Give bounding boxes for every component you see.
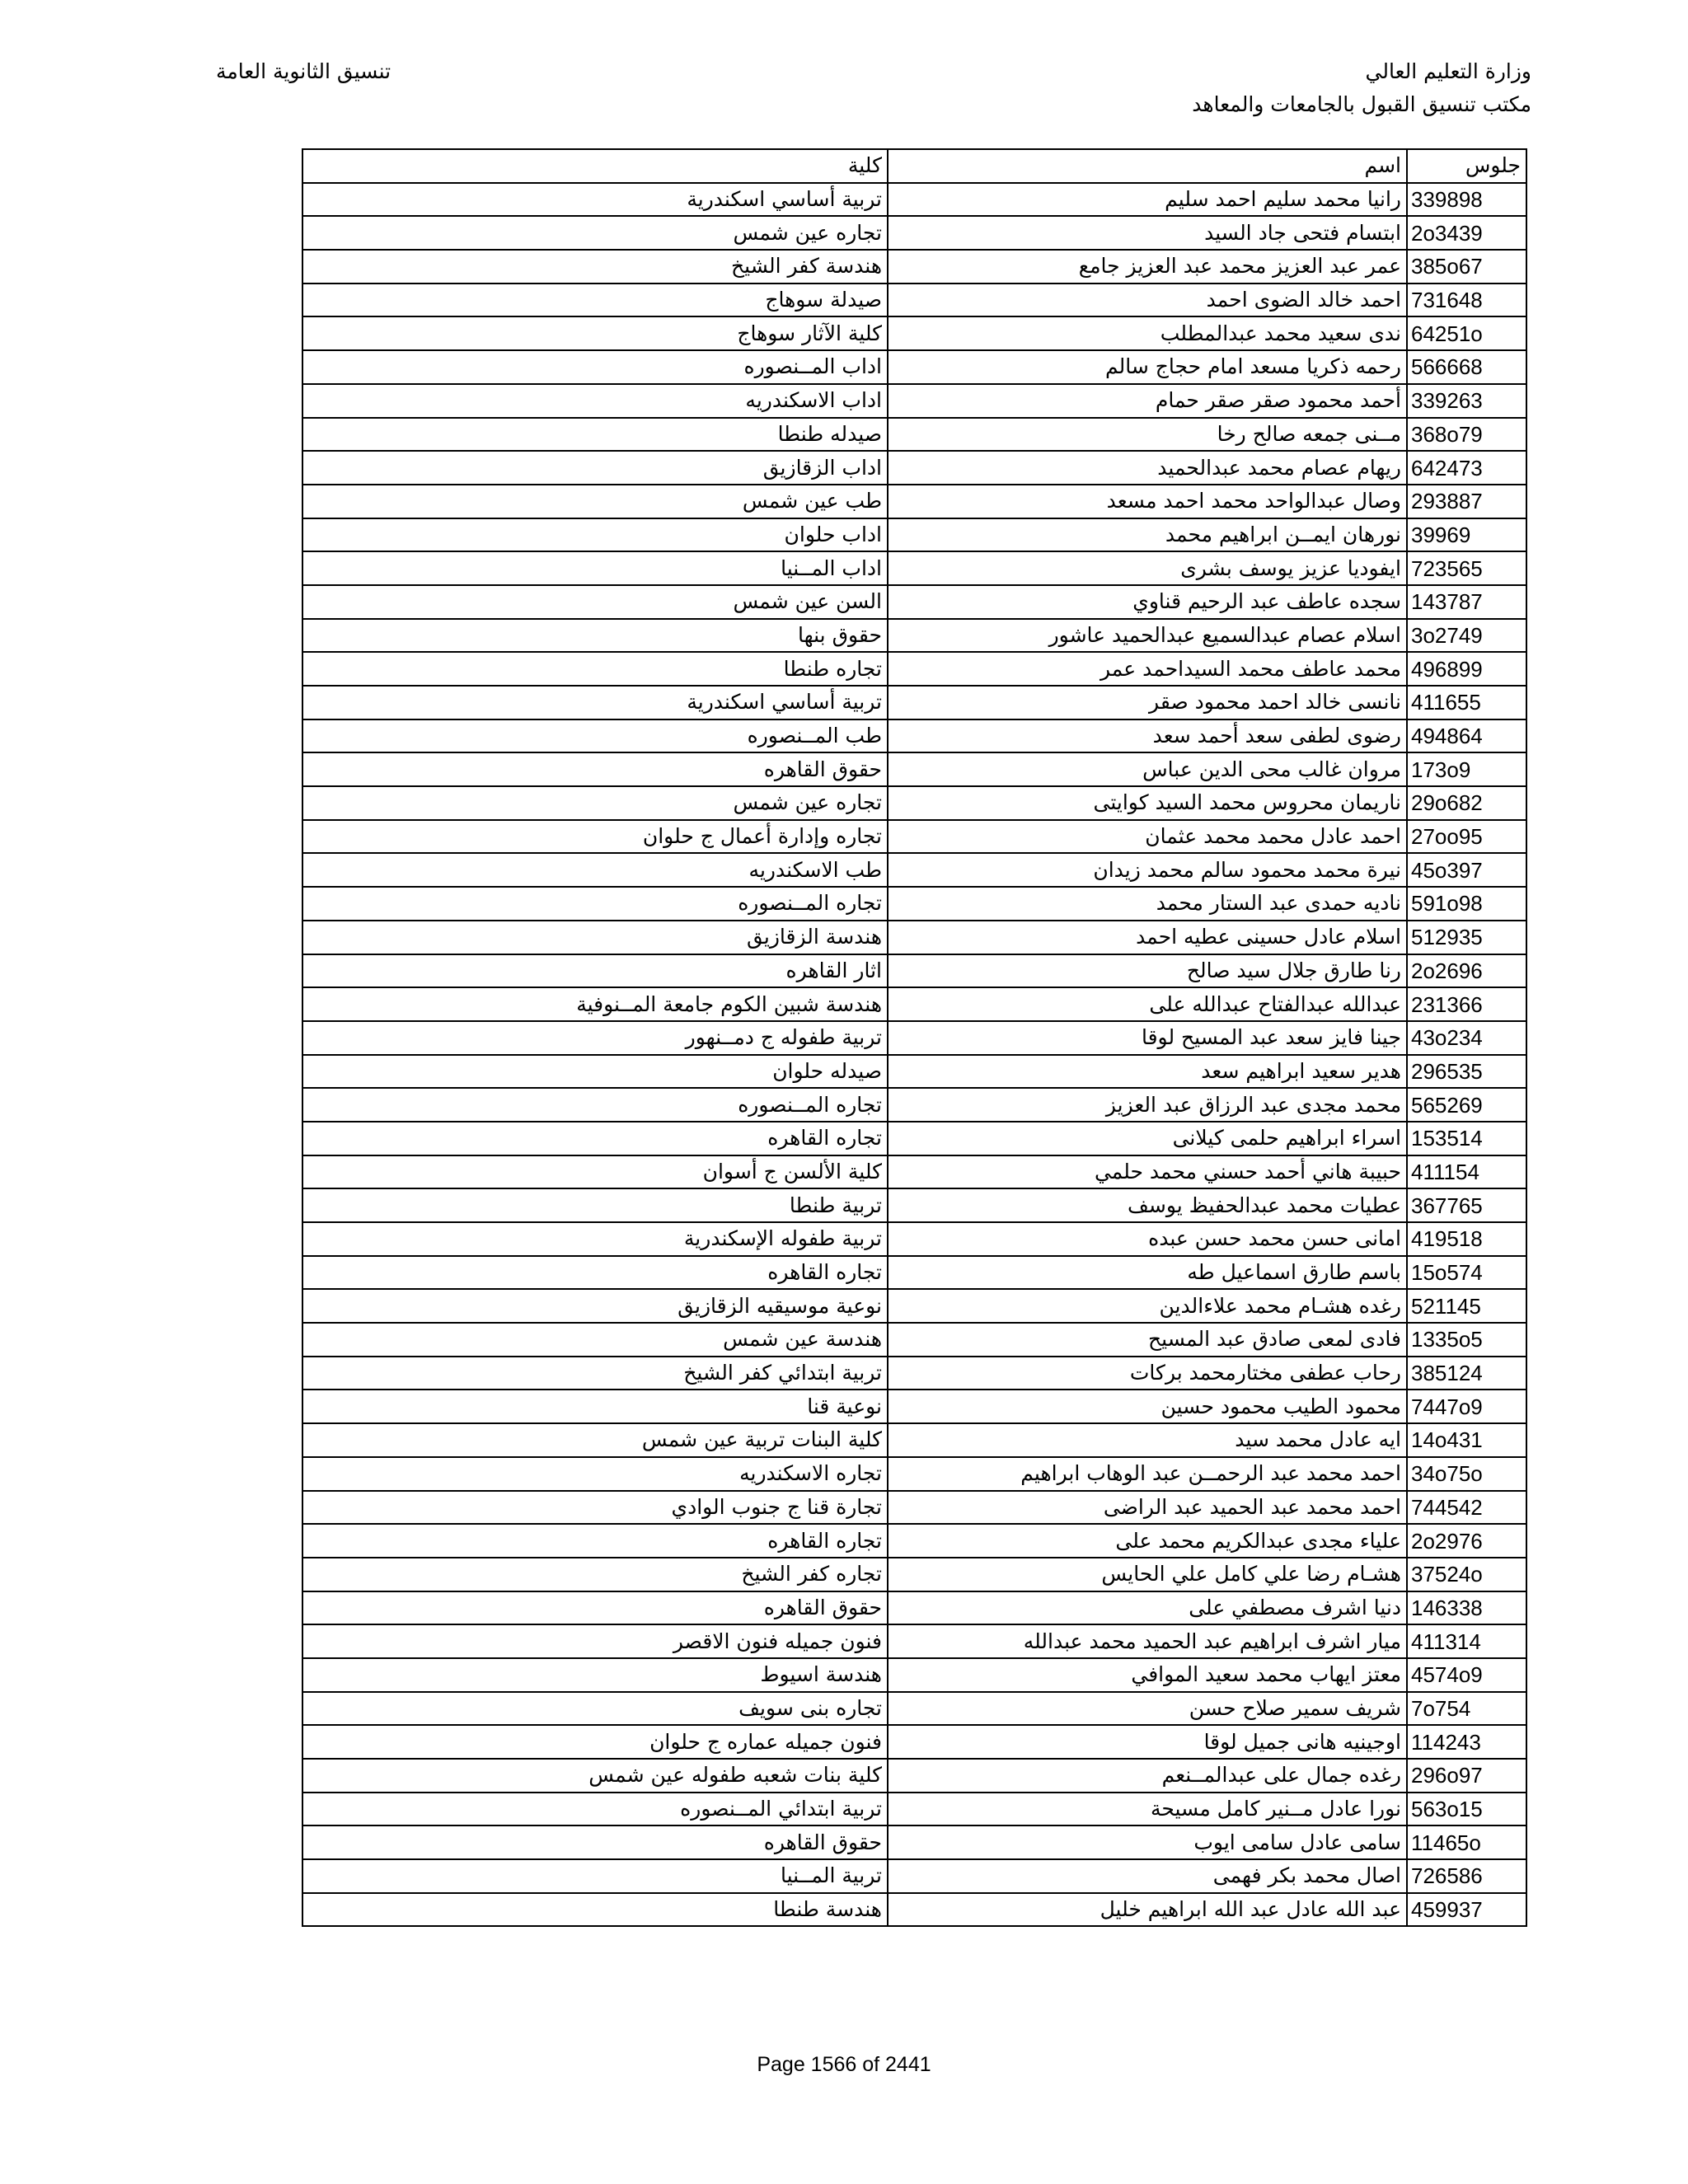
seat-cell: 411655 (1407, 686, 1526, 719)
table-row (302, 1658, 1526, 1692)
name-cell: حبيبة هاني أحمد حسني محمد حلمي (888, 1155, 1407, 1189)
seat-cell: 563o15 (1407, 1793, 1526, 1826)
table-row (302, 853, 1526, 887)
name-cell: عبد الله عادل عبد الله ابراهيم خليل (888, 1893, 1407, 1927)
faculty-cell: تجاره وإدارة أعمال ج حلوان (302, 820, 888, 854)
faculty-cell: صيدله حلوان (302, 1055, 888, 1089)
name-cell: سامى عادل سامى ايوب (888, 1825, 1407, 1859)
seat-cell: 1335o5 (1407, 1323, 1526, 1357)
table-row (302, 686, 1526, 719)
name-cell: نيرة محمد محمود سالم محمد زيدان (888, 853, 1407, 887)
seat-cell: 27oo95 (1407, 820, 1526, 854)
faculty-cell: كلية الآثار سوهاج (302, 316, 888, 350)
table-row (302, 1759, 1526, 1793)
office-title: مكتب تنسيق القبول بالجامعات والمعاهد (1192, 92, 1531, 116)
faculty-cell: تجاره طنطا (302, 652, 888, 686)
name-cell: ابتسام فتحى جاد السيد (888, 216, 1407, 250)
table-row (302, 585, 1526, 619)
name-cell: باسم طارق اسماعيل طه (888, 1256, 1407, 1290)
seat-cell: 744542 (1407, 1491, 1526, 1525)
faculty-cell: تجاره القاهره (302, 1256, 888, 1290)
seat-cell: 2o3439 (1407, 216, 1526, 250)
table-row (302, 1558, 1526, 1591)
faculty-cell: تجاره القاهره (302, 1524, 888, 1558)
seat-cell: 39969 (1407, 518, 1526, 552)
seat-column-header: جلوس (1407, 149, 1526, 183)
table-row (302, 1859, 1526, 1893)
table-row (302, 1222, 1526, 1256)
seat-cell: 14o431 (1407, 1423, 1526, 1457)
name-cell: رغده جمال على عبدالمــنعم (888, 1759, 1407, 1793)
table-row (302, 1725, 1526, 1759)
name-cell: رنا طارق جلال سيد صالح (888, 954, 1407, 988)
seat-cell: 496899 (1407, 652, 1526, 686)
table-row (302, 1624, 1526, 1658)
faculty-column-header: كلية (302, 149, 888, 183)
faculty-cell: تجاره القاهره (302, 1122, 888, 1155)
faculty-cell: تجارة قنا ج جنوب الوادي (302, 1491, 888, 1525)
seat-cell: 339898 (1407, 183, 1526, 217)
table-row (302, 1893, 1526, 1927)
table-row (302, 1491, 1526, 1525)
table-row (302, 216, 1526, 250)
faculty-cell: نوعية قنا (302, 1390, 888, 1423)
faculty-cell: تجاره عين شمس (302, 216, 888, 250)
ministry-title: وزارة التعليم العالي (1365, 59, 1531, 83)
name-cell: احمد محمد عبد الحميد عبد الراضى (888, 1491, 1407, 1525)
faculty-cell: طب عين شمس (302, 485, 888, 518)
name-cell: معتز ايهاب محمد سعيد الموافي (888, 1658, 1407, 1692)
faculty-cell: تجاره بنى سويف (302, 1692, 888, 1726)
name-cell: اسلام عصام عبدالسميع عبدالحميد عاشور (888, 619, 1407, 653)
faculty-cell: كلية بنات شعبه طفوله عين شمس (302, 1759, 888, 1793)
table-row (302, 1793, 1526, 1826)
faculty-cell: طب الاسكندريه (302, 853, 888, 887)
faculty-cell: تجاره الاسكندريه (302, 1457, 888, 1491)
name-cell: ندى سعيد محمد عبدالمطلب (888, 316, 1407, 350)
name-cell: هشـام رضا علي كامل علي الحايس (888, 1558, 1407, 1591)
name-cell: احمد محمد عبد الرحمــن عبد الوهاب ابراهيم (888, 1457, 1407, 1491)
table-row (302, 1088, 1526, 1122)
table-row (302, 652, 1526, 686)
seat-cell: 45o397 (1407, 853, 1526, 887)
seat-cell: 726586 (1407, 1859, 1526, 1893)
seat-cell: 293887 (1407, 485, 1526, 518)
seat-cell: 512935 (1407, 921, 1526, 954)
name-cell: أحمد محمود صقر صقر حمام (888, 384, 1407, 418)
table-row (302, 384, 1526, 418)
table-row (302, 1390, 1526, 1423)
name-cell: رحاب عطفى مختارمحمد بركات (888, 1357, 1407, 1390)
faculty-cell: اداب المــنصوره (302, 350, 888, 384)
table-row (302, 921, 1526, 954)
seat-cell: 64251o (1407, 316, 1526, 350)
seat-cell: 34o75o (1407, 1457, 1526, 1491)
name-cell: عبدالله عبدالفتاح عبدالله على (888, 987, 1407, 1021)
name-cell: اوجينيه هانى جميل لوقا (888, 1725, 1407, 1759)
table-row (302, 752, 1526, 786)
page-number: Page 1566 of 2441 (757, 2053, 931, 2076)
faculty-cell: حقوق القاهره (302, 1825, 888, 1859)
seat-cell: 114243 (1407, 1725, 1526, 1759)
name-cell: علياء مجدى عبدالكريم محمد على (888, 1524, 1407, 1558)
name-cell: شريف سمير صلاح حسن (888, 1692, 1407, 1726)
name-cell: عطيات محمد عبدالحفيظ يوسف (888, 1188, 1407, 1222)
seat-cell: 494864 (1407, 719, 1526, 753)
faculty-cell: حقوق بنها (302, 619, 888, 653)
name-cell: نانسى خالد احمد محمود صقر (888, 686, 1407, 719)
faculty-cell: تربية أساسي اسكندرية (302, 183, 888, 217)
seat-cell: 368o79 (1407, 418, 1526, 452)
faculty-cell: هندسة الزقازيق (302, 921, 888, 954)
faculty-cell: هندسة طنطا (302, 1893, 888, 1927)
name-cell: اسراء ابراهيم حلمى كيلانى (888, 1122, 1407, 1155)
name-column-header: اسم (888, 149, 1407, 183)
table-row (302, 1825, 1526, 1859)
faculty-cell: تربية طفوله الإسكندرية (302, 1222, 888, 1256)
name-cell: ريهام عصام محمد عبدالحميد (888, 451, 1407, 485)
name-cell: اصال محمد بكر فهمى (888, 1859, 1407, 1893)
table-row (302, 1188, 1526, 1222)
table-row (302, 518, 1526, 552)
seat-cell: 15o574 (1407, 1256, 1526, 1290)
faculty-cell: تربية طفوله ج دمــنهور (302, 1021, 888, 1055)
table-row (302, 1122, 1526, 1155)
seat-cell: 565269 (1407, 1088, 1526, 1122)
faculty-cell: تجاره عين شمس (302, 786, 888, 820)
seat-cell: 7447o9 (1407, 1390, 1526, 1423)
table-row (302, 451, 1526, 485)
faculty-cell: اداب حلوان (302, 518, 888, 552)
name-cell: فادى لمعى صادق عبد المسيح (888, 1323, 1407, 1357)
seat-cell: 296535 (1407, 1055, 1526, 1089)
faculty-cell: صيدله طنطا (302, 418, 888, 452)
name-cell: دنيا اشرف مصطفي على (888, 1591, 1407, 1625)
name-cell: نورهان ايمــن ابراهيم محمد (888, 518, 1407, 552)
name-cell: سجده عاطف عبد الرحيم قناوي (888, 585, 1407, 619)
table-row (302, 619, 1526, 653)
seat-cell: 173o9 (1407, 752, 1526, 786)
table-row (302, 1256, 1526, 1290)
faculty-cell: حقوق القاهره (302, 752, 888, 786)
seat-cell: 3o2749 (1407, 619, 1526, 653)
table-row (302, 1457, 1526, 1491)
faculty-cell: اداب الزقازيق (302, 451, 888, 485)
name-cell: جينا فايز سعد عبد المسيح لوقا (888, 1021, 1407, 1055)
name-cell: عمر عبد العزيز محمد عبد العزيز جامع (888, 250, 1407, 284)
seat-cell: 566668 (1407, 350, 1526, 384)
faculty-cell: هندسة اسيوط (302, 1658, 888, 1692)
faculty-cell: نوعية موسيقيه الزقازيق (302, 1289, 888, 1323)
faculty-cell: تربية ابتدائي المــنصوره (302, 1793, 888, 1826)
table-row (302, 820, 1526, 854)
faculty-cell: اداب المــنيا (302, 551, 888, 585)
seat-cell: 385o67 (1407, 250, 1526, 284)
faculty-cell: كلية الألسن ج أسوان (302, 1155, 888, 1189)
name-cell: محمد مجدى عبد الرزاق عبد العزيز (888, 1088, 1407, 1122)
faculty-cell: هندسة شبين الكوم جامعة المــنوفية (302, 987, 888, 1021)
name-cell: رغده هشـام محمد علاءالدين (888, 1289, 1407, 1323)
name-cell: ايفوديا عزيز يوسف بشرى (888, 551, 1407, 585)
seat-cell: 459937 (1407, 1893, 1526, 1927)
faculty-cell: فنون جميله فنون الاقصر (302, 1624, 888, 1658)
faculty-cell: تجاره المــنصوره (302, 887, 888, 921)
name-cell: اسلام عادل حسينى عطيه احمد (888, 921, 1407, 954)
table-row (302, 1289, 1526, 1323)
name-cell: مروان غالب محى الدين عباس (888, 752, 1407, 786)
seat-cell: 723565 (1407, 551, 1526, 585)
seat-cell: 37524o (1407, 1558, 1526, 1591)
seat-cell: 339263 (1407, 384, 1526, 418)
name-cell: ايه عادل محمد سيد (888, 1423, 1407, 1457)
seat-cell: 2o2696 (1407, 954, 1526, 988)
faculty-cell: السن عين شمس (302, 585, 888, 619)
table-row (302, 1323, 1526, 1357)
table-row (302, 418, 1526, 452)
name-cell: ميار اشرف ابراهيم عبد الحميد محمد عبدالله (888, 1624, 1407, 1658)
faculty-cell: هندسة كفر الشيخ (302, 250, 888, 284)
faculty-cell: هندسة عين شمس (302, 1323, 888, 1357)
seat-cell: 2o2976 (1407, 1524, 1526, 1558)
table-row (302, 284, 1526, 317)
seat-cell: 296o97 (1407, 1759, 1526, 1793)
faculty-cell: تجاره كفر الشيخ (302, 1558, 888, 1591)
seat-cell: 29o682 (1407, 786, 1526, 820)
faculty-cell: تربية طنطا (302, 1188, 888, 1222)
seat-cell: 231366 (1407, 987, 1526, 1021)
seat-cell: 153514 (1407, 1122, 1526, 1155)
table-row (302, 183, 1526, 217)
table-row (302, 350, 1526, 384)
table-row (302, 1155, 1526, 1189)
seat-cell: 642473 (1407, 451, 1526, 485)
faculty-cell: تجاره المــنصوره (302, 1088, 888, 1122)
seat-cell: 411314 (1407, 1624, 1526, 1658)
table-header-row (302, 149, 1526, 183)
faculty-cell: تربية أساسي اسكندرية (302, 686, 888, 719)
table-row (302, 1021, 1526, 1055)
table-row (302, 1524, 1526, 1558)
table-row (302, 786, 1526, 820)
seat-cell: 143787 (1407, 585, 1526, 619)
seat-cell: 146338 (1407, 1591, 1526, 1625)
faculty-cell: تربية ابتدائي كفر الشيخ (302, 1357, 888, 1390)
table-row (302, 987, 1526, 1021)
seat-cell: 385124 (1407, 1357, 1526, 1390)
name-cell: احمد خالد الضوى احمد (888, 284, 1407, 317)
seat-cell: 591o98 (1407, 887, 1526, 921)
table-row (302, 719, 1526, 753)
table-row (302, 485, 1526, 518)
faculty-cell: كلية البنات تربية عين شمس (302, 1423, 888, 1457)
seat-cell: 11465o (1407, 1825, 1526, 1859)
faculty-cell: صيدلة سوهاج (302, 284, 888, 317)
seat-cell: 367765 (1407, 1188, 1526, 1222)
table-row (302, 316, 1526, 350)
name-cell: مــنى جمعه صالح رخا (888, 418, 1407, 452)
table-row (302, 551, 1526, 585)
faculty-cell: اداب الاسكندريه (302, 384, 888, 418)
name-cell: احمد عادل محمد محمد عثمان (888, 820, 1407, 854)
name-cell: نورا عادل مــنير كامل مسيحة (888, 1793, 1407, 1826)
name-cell: رانيا محمد سليم احمد سليم (888, 183, 1407, 217)
seat-cell: 43o234 (1407, 1021, 1526, 1055)
table-row (302, 250, 1526, 284)
name-cell: رضوى لطفى سعد أحمد سعد (888, 719, 1407, 753)
name-cell: هدير سعيد ابراهيم سعد (888, 1055, 1407, 1089)
name-cell: وصال عبدالواحد محمد احمد مسعد (888, 485, 1407, 518)
table-row (302, 887, 1526, 921)
faculty-cell: تربية المــنيا (302, 1859, 888, 1893)
faculty-cell: اثار القاهره (302, 954, 888, 988)
section-title: تنسيق الثانوية العامة (216, 59, 392, 83)
seat-cell: 521145 (1407, 1289, 1526, 1323)
name-cell: ناريمان محروس محمد السيد كوايتى (888, 786, 1407, 820)
faculty-cell: طب المــنصوره (302, 719, 888, 753)
seat-cell: 731648 (1407, 284, 1526, 317)
name-cell: محمد عاطف محمد السيداحمد عمر (888, 652, 1407, 686)
seat-cell: 4574o9 (1407, 1658, 1526, 1692)
name-cell: ناديه حمدى عبد الستار محمد (888, 887, 1407, 921)
faculty-cell: فنون جميله عماره ج حلوان (302, 1725, 888, 1759)
table-row (302, 1423, 1526, 1457)
table-row (302, 1357, 1526, 1390)
seat-cell: 411154 (1407, 1155, 1526, 1189)
table-row (302, 1591, 1526, 1625)
results-table (302, 148, 1527, 1927)
name-cell: محمود الطيب محمود حسين (888, 1390, 1407, 1423)
faculty-cell: حقوق القاهره (302, 1591, 888, 1625)
seat-cell: 419518 (1407, 1222, 1526, 1256)
table-row (302, 1692, 1526, 1726)
name-cell: رحمه ذكريا مسعد امام حجاج سالم (888, 350, 1407, 384)
seat-cell: 7o754 (1407, 1692, 1526, 1726)
table-row (302, 1055, 1526, 1089)
name-cell: امانى حسن محمد حسن عبده (888, 1222, 1407, 1256)
table-row (302, 954, 1526, 988)
